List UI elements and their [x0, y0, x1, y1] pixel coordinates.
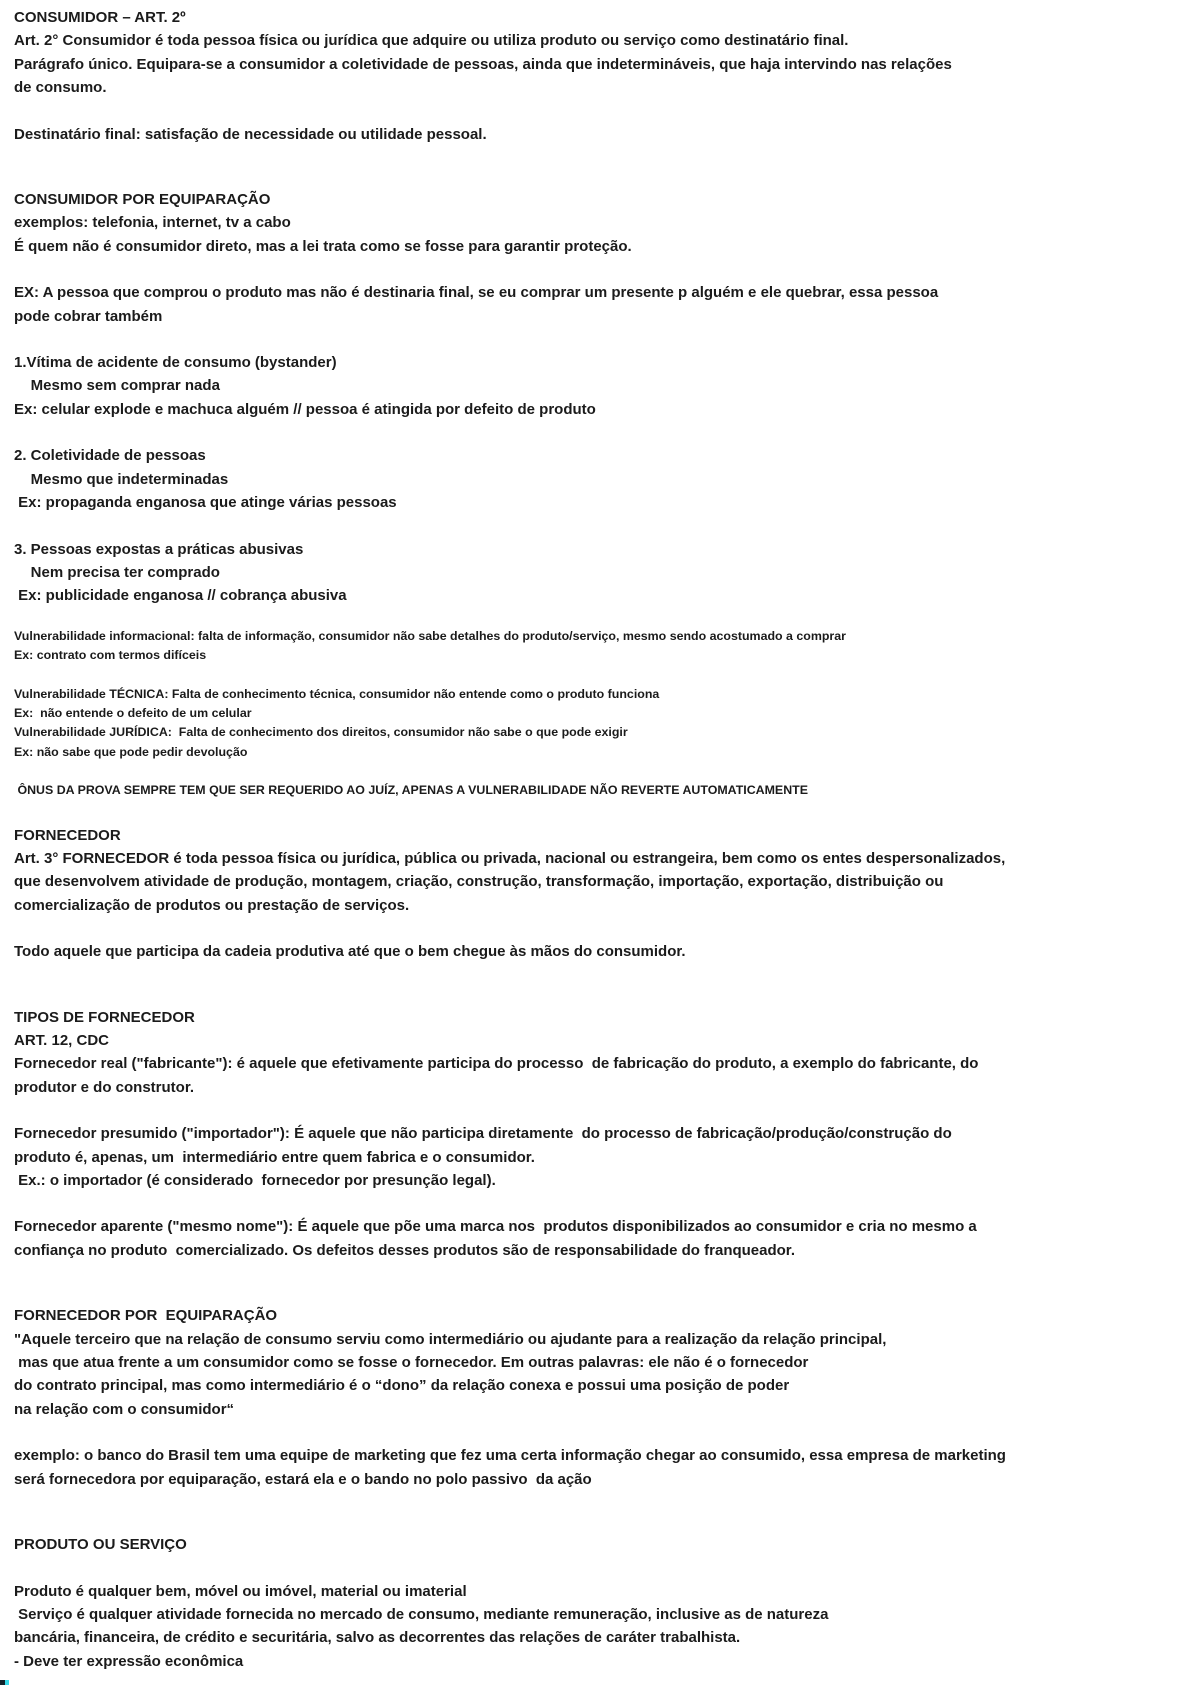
- text-line: do contrato principal, mas como intermediário é o “dono” da relação conexa e possui uma posição de poder: [14, 1377, 790, 1395]
- text-line: TIPOS DE FORNECEDOR: [14, 1008, 195, 1026]
- text-line: Mesmo que indeterminadas: [14, 470, 229, 488]
- text-line: pode cobrar também: [14, 307, 163, 325]
- paragraph: [14, 351, 1178, 421]
- text-line: produtor e do construtor.: [14, 1078, 194, 1096]
- paragraph: [14, 1122, 1178, 1192]
- text-line: CONSUMIDOR POR EQUIPARAÇÃO: [14, 191, 271, 209]
- text-line: Ex: não sabe que pode pedir devolução: [14, 744, 248, 759]
- text-line: Ex: publicidade enganosa // cobrança abusiva: [14, 587, 347, 605]
- text-line: comercialização de produtos ou prestação de serviços.: [14, 896, 410, 914]
- text-line: Produto é qualquer bem, móvel ou imóvel, material ou imaterial: [14, 1582, 467, 1600]
- paragraph: [14, 1580, 1178, 1674]
- text-line: CONSUMIDOR – ART. 2º: [14, 9, 186, 26]
- paragraph: [14, 281, 1178, 328]
- paragraph: [14, 123, 1178, 146]
- text-line: que desenvolvem atividade de produção, montagem, criação, construção, transformação, importação, exportação, distribuição ou: [14, 873, 944, 891]
- text-line: exemplos: telefonia, internet, tv a cabo: [14, 214, 291, 232]
- text-line: ÔNUS DA PROVA SEMPRE TEM QUE SER REQUERIDO AO JUÍZ, APENAS A VULNERABILIDADE NÃO REVERTE AUTOMATICAMENTE: [14, 783, 808, 798]
- paragraph: [14, 1006, 1178, 1100]
- text-line: Ex: contrato com termos difíceis: [14, 648, 207, 663]
- paragraph: [14, 824, 1178, 918]
- text-line: Art. 2° Consumidor é toda pessoa física ou jurídica que adquire ou utiliza produto ou serviço como destinatário final.: [14, 32, 849, 50]
- text-line: produto é, apenas, um intermediário entre quem fabrica e o consumidor.: [14, 1148, 535, 1166]
- paragraph: [14, 685, 1178, 763]
- text-line: Todo aquele que participa da cadeia produtiva até que o bem chegue às mãos do consumidor.: [14, 943, 686, 961]
- text-line: exemplo: o banco do Brasil tem uma equipe de marketing que fez uma certa informação chegar ao consumido, essa empresa de marketing: [14, 1447, 1006, 1465]
- text-line: Vulnerabilidade TÉCNICA: Falta de conhecimento técnica, consumidor não entende como o produto funciona: [14, 686, 660, 701]
- text-line: Art. 3° FORNECEDOR é toda pessoa física ou jurídica, pública ou privada, nacional ou estrangeira, bem como os entes despersonalizados,: [14, 849, 1006, 867]
- text-line: confiança no produto comercializado. Os defeitos desses produtos são de responsabilidade do franqueador.: [14, 1241, 795, 1259]
- paragraph: [14, 940, 1178, 963]
- text-line: FORNECEDOR: [14, 826, 121, 844]
- text-line: É quem não é consumidor direto, mas a lei trata como se fosse para garantir proteção.: [14, 237, 632, 255]
- paragraph: [14, 1533, 1178, 1556]
- text-line: bancária, financeira, de crédito e securitária, salvo as decorrentes das relações de caráter trabalhista.: [14, 1629, 741, 1647]
- text-line: Ex: propaganda enganosa que atinge várias pessoas: [14, 494, 397, 512]
- text-line: 3. Pessoas expostas a práticas abusivas: [14, 540, 304, 558]
- text-line: Ex: celular explode e machuca alguém // pessoa é atingida por defeito de produto: [14, 400, 596, 418]
- text-line: Ex: não entende o defeito de um celular: [14, 705, 252, 720]
- text-line: Ex.: o importador (é considerado fornecedor por presunção legal).: [14, 1172, 496, 1190]
- paragraph: [14, 1304, 1178, 1421]
- text-line: Serviço é qualquer atividade fornecida no mercado de consumo, mediante remuneração, inclusive as de natureza: [14, 1605, 829, 1623]
- text-line: Mesmo sem comprar nada: [14, 377, 220, 395]
- text-line: FORNECEDOR POR EQUIPARAÇÃO: [14, 1307, 278, 1325]
- text-line: Vulnerabilidade informacional: falta de informação, consumidor não sabe detalhes do produto/serviço, mesmo sendo acostumado a comprar: [14, 628, 846, 643]
- paragraph: [14, 1215, 1178, 1262]
- text-line: Parágrafo único. Equipara-se a consumidor a coletividade de pessoas, ainda que indetermináveis, que haja intervindo nas relações: [14, 55, 952, 73]
- text-line: Fornecedor presumido ("importador"): É aquele que não participa diretamente do processo de fabricação/produção/construção do: [14, 1125, 952, 1143]
- text-line: PRODUTO OU SERVIÇO: [14, 1536, 187, 1554]
- text-line: 1.Vítima de acidente de consumo (bystander): [14, 354, 337, 372]
- paragraph: [14, 6, 1178, 100]
- text-line: mas que atua frente a um consumidor como se fosse o fornecedor. Em outras palavras: ele não é o fornecedor: [14, 1354, 809, 1372]
- text-line: 2. Coletividade de pessoas: [14, 447, 206, 465]
- text-line: Fornecedor aparente ("mesmo nome"): É aquele que põe uma marca nos produtos disponibilizados ao consumidor e cria no mesmo a: [14, 1218, 977, 1236]
- text-line: ART. 12, CDC: [14, 1032, 110, 1049]
- paragraph: [14, 538, 1178, 608]
- corner-artifact: [0, 1680, 9, 1685]
- paragraph: [14, 1444, 1178, 1491]
- text-line: EX: A pessoa que comprou o produto mas não é destinaria final, se eu comprar um presente p alguém e ele quebrar, essa pessoa: [14, 284, 939, 302]
- text-line: Nem precisa ter comprado: [14, 563, 220, 581]
- text-line: Vulnerabilidade JURÍDICA: Falta de conhecimento dos direitos, consumidor não sabe o que pode exigir: [14, 725, 628, 740]
- paragraph: [14, 444, 1178, 514]
- paragraph: [14, 188, 1178, 258]
- text-line: na relação com o consumidor“: [14, 1400, 235, 1418]
- text-line: Fornecedor real ("fabricante"): é aquele que efetivamente participa do processo de fabricação do produto, a exemplo do fabricante, do: [14, 1055, 979, 1073]
- paragraph: [14, 627, 1178, 666]
- text-line: - Deve ter expressão econômica: [14, 1652, 244, 1670]
- text-line: Destinatário final: satisfação de necessidade ou utilidade pessoal.: [14, 125, 487, 143]
- paragraph: [14, 781, 1178, 800]
- text-line: será fornecedora por equiparação, estará ela e o bando no polo passivo da ação: [14, 1470, 592, 1488]
- text-line: de consumo.: [14, 79, 107, 97]
- text-line: "Aquele terceiro que na relação de consumo serviu como intermediário ou ajudante para a realização da relação principal,: [14, 1330, 887, 1348]
